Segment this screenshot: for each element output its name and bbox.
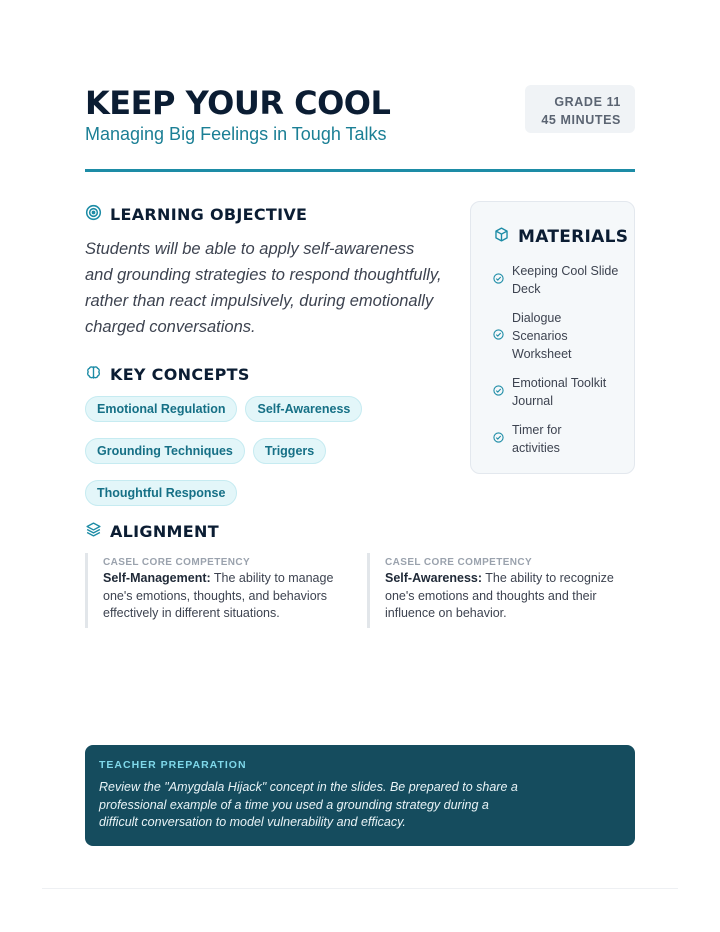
objective-text: Students will be able to apply self-awareness and grounding strategies to respond thoughtfully, rather than react impulsively, during emotionally charged conversations. bbox=[85, 240, 442, 336]
page-title: KEEP YOUR COOL bbox=[85, 84, 391, 122]
competency-description bbox=[103, 570, 340, 623]
check-circle-icon bbox=[493, 327, 504, 345]
material-label: Timer for activities bbox=[512, 423, 562, 455]
concept-tags bbox=[85, 396, 455, 506]
list-item bbox=[493, 374, 623, 410]
alignment-item bbox=[367, 553, 635, 628]
layers-icon bbox=[85, 521, 102, 542]
key-concepts-heading-label: KEY CONCEPTS bbox=[110, 365, 250, 384]
materials-heading-label: MATERIALS bbox=[518, 227, 629, 247]
concept-tag: Thoughtful Response bbox=[85, 480, 237, 506]
objective-heading-label: LEARNING OBJECTIVE bbox=[110, 205, 308, 224]
materials-card bbox=[470, 201, 635, 474]
competency-text: The ability to manage one's emotions, thoughts, and behaviors effectively in different situations. bbox=[103, 571, 334, 620]
teacher-prep-box bbox=[85, 745, 635, 846]
competency-term: Self-Awareness: bbox=[385, 571, 483, 585]
concept-tag: Self-Awareness bbox=[245, 396, 362, 422]
competency-term: Self-Management: bbox=[103, 571, 211, 585]
header-divider bbox=[85, 169, 635, 172]
duration-label: 45 MINUTES bbox=[541, 113, 621, 127]
materials-heading bbox=[493, 226, 628, 248]
page-subtitle: Managing Big Feelings in Tough Talks bbox=[85, 124, 387, 144]
footer-divider bbox=[42, 888, 678, 889]
lesson-meta-box bbox=[525, 85, 635, 133]
competency-label: CASEL CORE COMPETENCY bbox=[385, 557, 533, 568]
teacher-prep-label: TEACHER PREPARATION bbox=[99, 759, 247, 771]
alignment-heading bbox=[85, 521, 219, 542]
materials-list bbox=[493, 262, 623, 468]
check-circle-icon bbox=[493, 383, 504, 401]
grade-label: GRADE 11 bbox=[554, 95, 621, 109]
concept-tag: Emotional Regulation bbox=[85, 396, 237, 422]
target-icon bbox=[85, 204, 102, 225]
list-item bbox=[493, 262, 623, 298]
alignment-item bbox=[85, 553, 340, 628]
box-icon bbox=[493, 226, 510, 248]
teacher-prep-text: Review the "Amygdala Hijack" concept in the slides. Be prepared to share a professional example of a time you used a grounding strategy during a difficult conversation to model vulnerability and efficacy. bbox=[99, 780, 518, 829]
competency-description bbox=[385, 570, 635, 623]
competency-text: The ability to recognize one's emotions and thoughts and their influence on behavior. bbox=[385, 571, 614, 620]
key-concepts-heading bbox=[85, 364, 250, 385]
list-item bbox=[493, 309, 623, 363]
concept-tag: Triggers bbox=[253, 438, 326, 464]
material-label: Emotional Toolkit Journal bbox=[512, 376, 607, 408]
concept-tag: Grounding Techniques bbox=[85, 438, 245, 464]
objective-heading bbox=[85, 204, 307, 225]
material-label: Keeping Cool Slide Deck bbox=[512, 264, 619, 296]
brain-icon bbox=[85, 364, 102, 385]
alignment-heading-label: ALIGNMENT bbox=[110, 522, 219, 541]
competency-label: CASEL CORE COMPETENCY bbox=[103, 557, 251, 568]
check-circle-icon bbox=[493, 271, 504, 289]
list-item bbox=[493, 421, 623, 457]
check-circle-icon bbox=[493, 430, 504, 448]
material-label: Dialogue Scenarios Worksheet bbox=[512, 311, 572, 361]
